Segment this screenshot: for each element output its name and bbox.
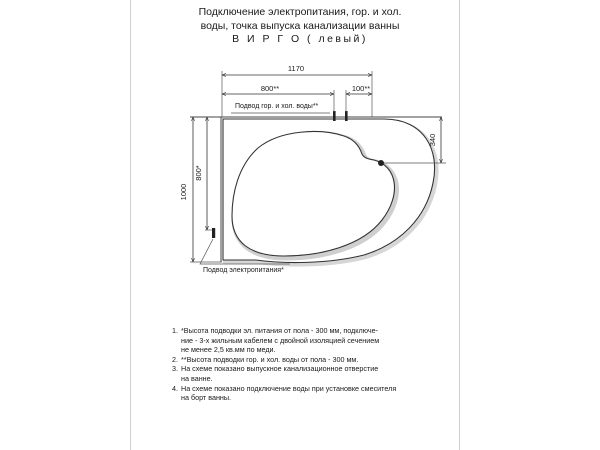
dim-label-height-1000: 1000 — [179, 183, 188, 201]
note-text: **Высота подводки гор. и хол. воды от пола - 300 мм. — [181, 354, 359, 364]
water-callout-label: Подвод гор. и хол. воды** — [235, 103, 319, 110]
title-line-2: воды, точка выпуска канализации ванны — [200, 19, 400, 32]
dim-label-height-800: 800* — [194, 165, 203, 181]
note-number: 2. — [172, 354, 178, 364]
note-item — [172, 384, 442, 403]
dim-label-100-right: 100** — [351, 84, 371, 93]
note-number: 1. — [172, 326, 178, 335]
note-text: *Высота подводки эл. питания от пола - 300 мм, подключе- ние - 3-х жильным кабелем с двойной изоляцией сечением не менее 2,5 кв.мм по меди. — [181, 326, 380, 355]
drain-outlet-icon — [378, 160, 384, 166]
dim-label-drain-340: 340 — [428, 133, 437, 147]
note-item — [172, 364, 442, 383]
title-line-3: В И Р Г О ( левый) — [232, 33, 368, 45]
dim-label-overall-width: 1170 — [287, 64, 305, 73]
power-inlet-icon — [212, 228, 215, 238]
note-text: На схеме показано выпускное канализационное отверстие на ванне. — [181, 364, 379, 383]
cold-water-pipe-icon — [345, 111, 348, 121]
note-text: На схеме показано подключение воды при установке смесителя на борт ванны. — [181, 383, 397, 403]
note-number: 3. — [172, 364, 178, 374]
note-item — [172, 326, 442, 355]
hot-water-pipe-icon — [333, 111, 336, 121]
note-item — [172, 355, 442, 365]
power-callout-label: Подвод электропитания* — [203, 267, 284, 274]
note-number: 4. — [172, 383, 178, 393]
notes-list — [172, 326, 442, 403]
title-line-1: Подключение электропитания, гор. и хол. — [198, 6, 402, 18]
dim-label-800-left: 800** — [260, 84, 280, 93]
